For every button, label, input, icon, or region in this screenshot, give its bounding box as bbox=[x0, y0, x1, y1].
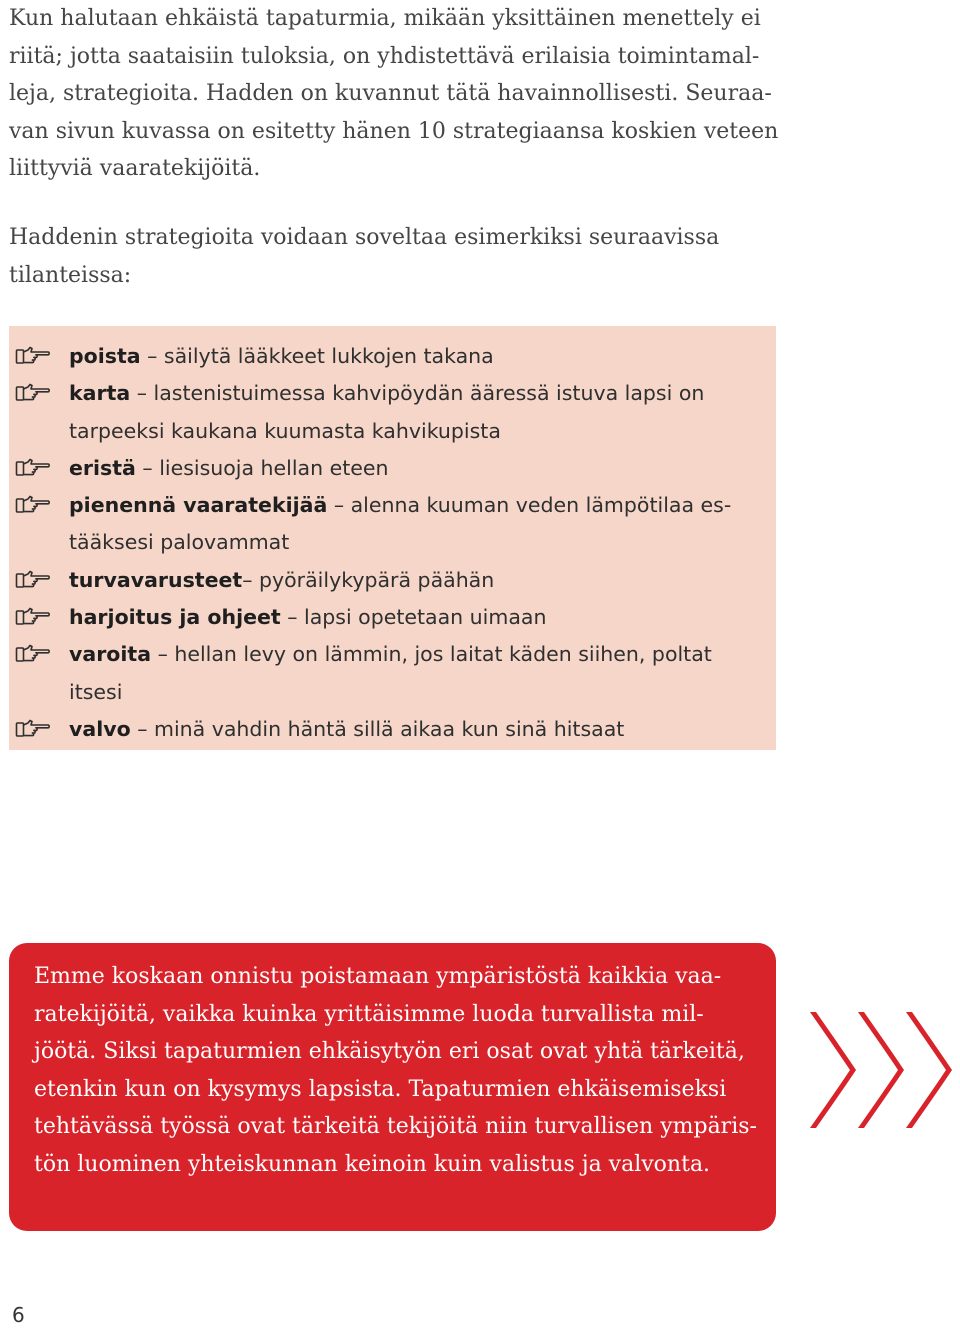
callout-line: jöötä. Siksi tapaturmien ehkäisytyön eri osat ovat yhtä tärkeitä, bbox=[34, 1039, 745, 1064]
strategy-separator: – bbox=[151, 642, 175, 667]
strategy-term: varoita bbox=[69, 642, 152, 667]
strategy-description: lastenistuimessa kahvipöydän ääressä istuva lapsi on bbox=[153, 381, 705, 406]
strategy-separator: – bbox=[242, 567, 259, 592]
strategy-term: turvavarusteet bbox=[69, 567, 243, 592]
intro-line: riitä; jotta saataisiin tuloksia, on yhdistettävä erilaisia toimintamal- bbox=[9, 43, 760, 69]
strategy-term: poista bbox=[69, 344, 141, 368]
strategy-item bbox=[9, 562, 776, 599]
strategy-item-continuation bbox=[9, 524, 776, 561]
strategy-separator: – bbox=[135, 455, 160, 480]
strategy-separator: – bbox=[280, 605, 305, 630]
strategy-separator: – bbox=[140, 344, 164, 368]
callout-line: Emme koskaan onnistu poistamaan ympäristöstä kaikkia vaa- bbox=[34, 964, 722, 989]
callout-box bbox=[9, 943, 776, 1231]
strategy-description-continued: itsesi bbox=[69, 679, 123, 704]
strategy-item bbox=[9, 375, 776, 412]
strategy-description-continued: tääksesi palovammat bbox=[69, 530, 290, 555]
strategy-separator: – bbox=[130, 716, 154, 741]
strategy-item bbox=[9, 599, 776, 636]
strategy-term: pienennä vaaratekijää bbox=[69, 493, 328, 518]
pointing-hand-icon bbox=[15, 494, 51, 516]
strategy-description: alenna kuuman veden lämpötilaa es- bbox=[350, 493, 732, 518]
pointing-hand-icon bbox=[15, 382, 51, 404]
callout-line: etenkin kun on kysymys lapsista. Tapaturmien ehkäisemiseksi bbox=[34, 1076, 727, 1102]
strategy-list bbox=[9, 338, 776, 748]
intro-line: liittyviä vaaratekijöitä. bbox=[9, 156, 261, 181]
pointing-hand-icon bbox=[15, 606, 51, 628]
callout-line: tön luominen yhteiskunnan keinoin kuin valistus ja valvonta. bbox=[34, 1151, 711, 1177]
strategy-item bbox=[9, 711, 776, 748]
strategy-item bbox=[9, 636, 776, 673]
strategy-term: valvo bbox=[69, 716, 131, 741]
strategy-term: eristä bbox=[69, 455, 136, 480]
strategy-description: liesisuoja hellan eteen bbox=[159, 455, 389, 480]
strategies-intro-paragraph bbox=[9, 219, 809, 294]
strategy-item-continuation bbox=[9, 674, 776, 711]
strategy-separator: – bbox=[327, 493, 351, 518]
strategy-separator: – bbox=[130, 381, 154, 406]
callout-line: tehtävässä työssä ovat tärkeitä tekijöitä niin turvallisen ympäris- bbox=[34, 1114, 757, 1139]
intro-line: van sivun kuvassa on esitetty hänen 10 strategiaansa koskien veteen bbox=[9, 118, 779, 144]
triple-chevron-icon bbox=[806, 1010, 956, 1130]
callout-text bbox=[34, 958, 764, 1183]
strategy-term: karta bbox=[69, 381, 131, 406]
pointing-hand-icon bbox=[15, 457, 51, 479]
intro-line: tilanteissa: bbox=[9, 262, 132, 288]
strategy-description: pyöräilykypärä päähän bbox=[259, 567, 495, 592]
callout-line: ratekijöitä, vaikka kuinka yrittäisimme luoda turvallista mil- bbox=[34, 1001, 704, 1027]
intro-line: leja, strategioita. Hadden on kuvannut tätä havainnollisesti. Seuraa- bbox=[9, 81, 772, 106]
strategy-examples-box bbox=[9, 326, 776, 750]
pointing-hand-icon bbox=[15, 718, 51, 740]
intro-paragraph bbox=[9, 0, 809, 188]
strategy-description: lapsi opetetaan uimaan bbox=[304, 605, 547, 630]
strategy-description: säilytä lääkkeet lukkojen takana bbox=[163, 344, 494, 368]
strategy-description: minä vahdin häntä sillä aikaa kun sinä hitsaat bbox=[153, 716, 625, 741]
strategy-term: harjoitus ja ohjeet bbox=[69, 605, 281, 630]
pointing-hand-icon bbox=[15, 569, 51, 591]
intro-line: Haddenin strategioita voidaan soveltaa esimerkiksi seuraavissa bbox=[9, 225, 720, 250]
strategy-item bbox=[9, 487, 776, 524]
pointing-hand-icon bbox=[15, 345, 51, 367]
page-number: 6 bbox=[12, 1303, 25, 1327]
pointing-hand-icon bbox=[15, 643, 51, 665]
strategy-description-continued: tarpeeksi kaukana kuumasta kahvikupista bbox=[69, 418, 501, 443]
strategy-item bbox=[9, 338, 776, 375]
intro-line: Kun halutaan ehkäistä tapaturmia, mikään yksittäinen menettely ei bbox=[9, 6, 761, 31]
strategy-description: hellan levy on lämmin, jos laitat käden siihen, poltat bbox=[174, 642, 712, 667]
strategy-item-continuation bbox=[9, 413, 776, 450]
strategy-item bbox=[9, 450, 776, 487]
